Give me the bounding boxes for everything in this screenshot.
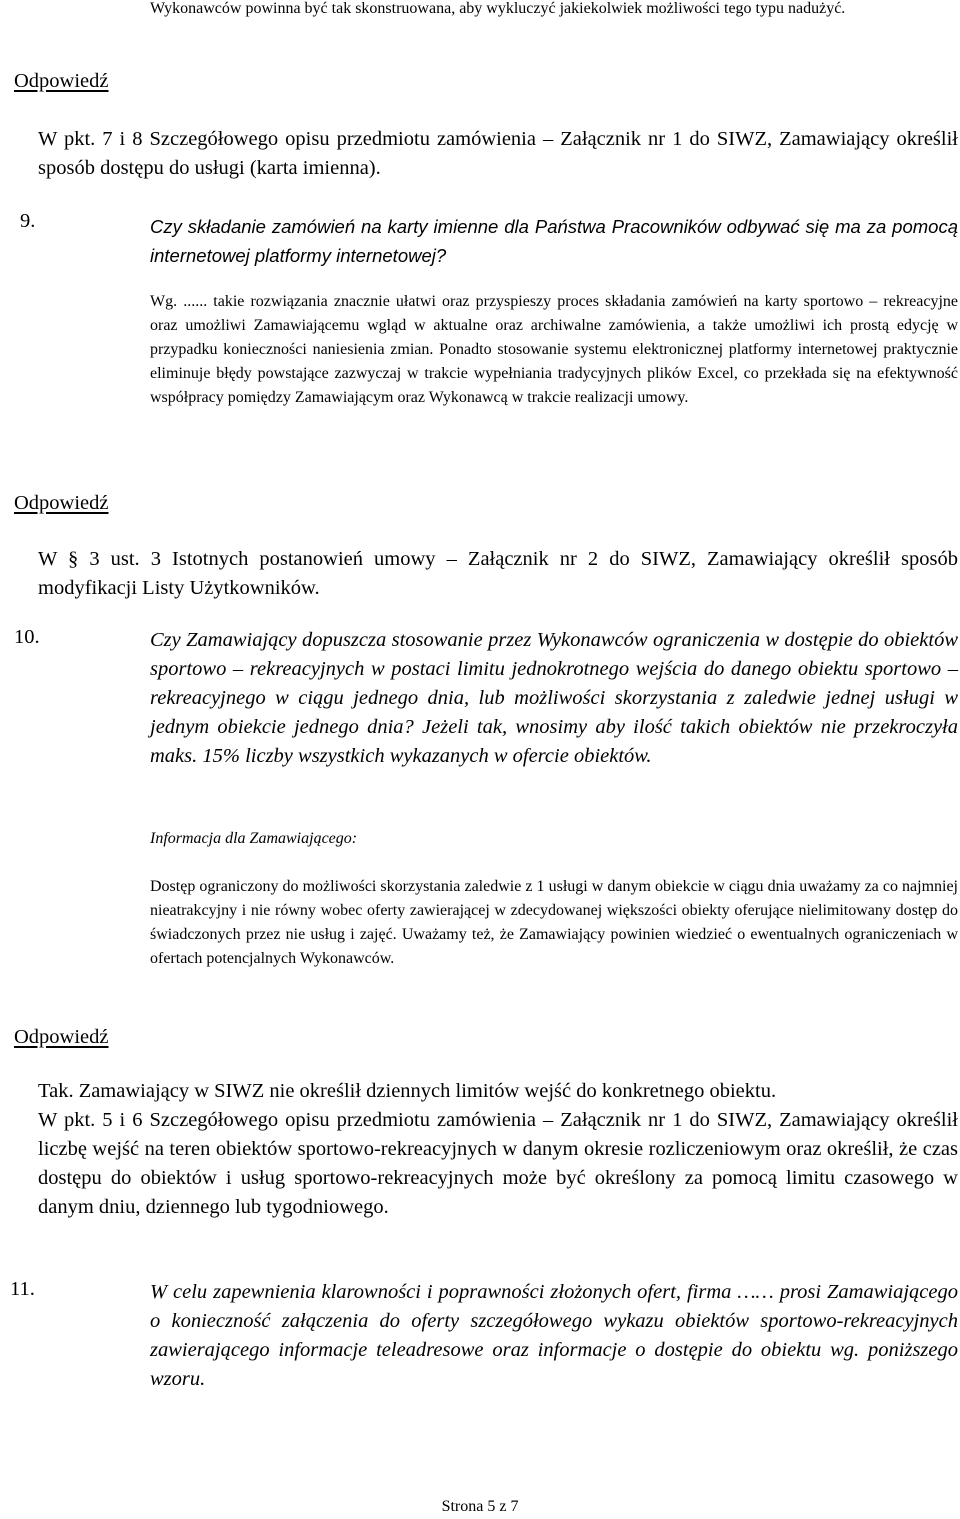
info-paragraph: Dostęp ograniczony do możliwości skorzystania zaledwie z 1 usługi w danym obiekcie w ciągu dnia uważamy za co najmniej nieatrakcyjny i nie równy wobec oferty zawierającej w zdecydowanej większości obiekty oferujące nielimitowany dostęp do świadczonych przez nie usług i zajęć. Uważamy też, że Zamawiający powinien wiedzieć o ewentualnych ograniczeniach w ofertach potencjalnych Wykonawców.	[150, 878, 958, 967]
question-text: W celu zapewnienia klarowności i poprawności złożonych ofert, firma …… prosi Zamawiającego o konieczność załączenia do oferty szczegółowego wykazu obiektów sportowo-rekreacyjnych zawierającego informacje teleadresowe oraz informacje o dostępie do obiektu wg. poniższego wzoru.	[150, 1281, 958, 1390]
info-paragraph: Wg. ...... takie rozwiązania znacznie ułatwi oraz przyspieszy proces składania zamówień na karty sportowo – rekreacyjne oraz umożliwi Zamawiającemu wgląd w aktualne oraz archiwalne zamówienia, a także umożliwi ich prostą edycję w przypadku konieczności naniesienia zmian. Ponadto stosowanie systemu elektronicznej platformy internetowej praktycznie eliminuje błędy powstające zazwyczaj w trakcie wypełniania tradycyjnych plików Excel, co przekłada się na efektywność współpracy pomiędzy Zamawiającym oraz Wykonawcą w trakcie realizacji umowy.	[150, 293, 958, 406]
question-number: 9.	[20, 210, 36, 232]
info-heading: Informacja dla Zamawiającego:	[150, 830, 358, 847]
answer-paragraph: W pkt. 5 i 6 Szczegółowego opisu przedmiotu zamówienia – Załącznik nr 1 do SIWZ, Zamawiający określił liczbę wejść na teren obiektów sportowo-rekreacyjnych w danym okresie rozliczeniowym oraz określił, że czas dostępu do obiektów i usług sportowo-rekreacyjnych może być określony za pomocą limitu czasowego w danym dniu, dziennego lub tygodniowego.	[38, 1109, 958, 1218]
answer-heading: Odpowiedź	[14, 1026, 109, 1048]
answer-heading: Odpowiedź	[14, 492, 109, 514]
answer-paragraph: Tak. Zamawiający w SIWZ nie określił dziennych limitów wejść do konkretnego obiektu.	[38, 1080, 777, 1102]
question-number: 10.	[14, 626, 40, 648]
answer-paragraph: W § 3 ust. 3 Istotnych postanowień umowy – Załącznik nr 2 do SIWZ, Zamawiający określił sposób modyfikacji Listy Użytkowników.	[38, 548, 958, 599]
question-text: Czy Zamawiający dopuszcza stosowanie przez Wykonawców ograniczenia w dostępie do obiektów sportowo – rekreacyjnych w postaci limitu jednokrotnego wejścia do danego obiektu sportowo – rekreacyjnego w ciągu jednego dnia, lub możliwości skorzystania z zaledwie jednej usługi w jednym obiekcie jednego dnia? Jeżeli tak, wnosimy aby ilość takich obiektów nie przekroczyła maks. 15% liczby wszystkich wykazanych w ofercie obiektów.	[150, 629, 958, 767]
question-number: 11.	[10, 1278, 35, 1300]
page-footer: Strona 5 z 7	[441, 1498, 519, 1515]
answer-heading: Odpowiedź	[14, 70, 109, 92]
answer-paragraph: W pkt. 7 i 8 Szczegółowego opisu przedmiotu zamówienia – Załącznik nr 1 do SIWZ, Zamawiający określił sposób dostępu do usługi (karta imienna).	[38, 128, 958, 179]
question-text: Czy składanie zamówień na karty imienne dla Państwa Pracowników odbywać się ma za pomocą internetowej platformy internetowej?	[150, 216, 958, 266]
intro-paragraph: Wykonawców powinna być tak skonstruowana, aby wykluczyć jakiekolwiek możliwości tego typu nadużyć.	[150, 0, 846, 17]
